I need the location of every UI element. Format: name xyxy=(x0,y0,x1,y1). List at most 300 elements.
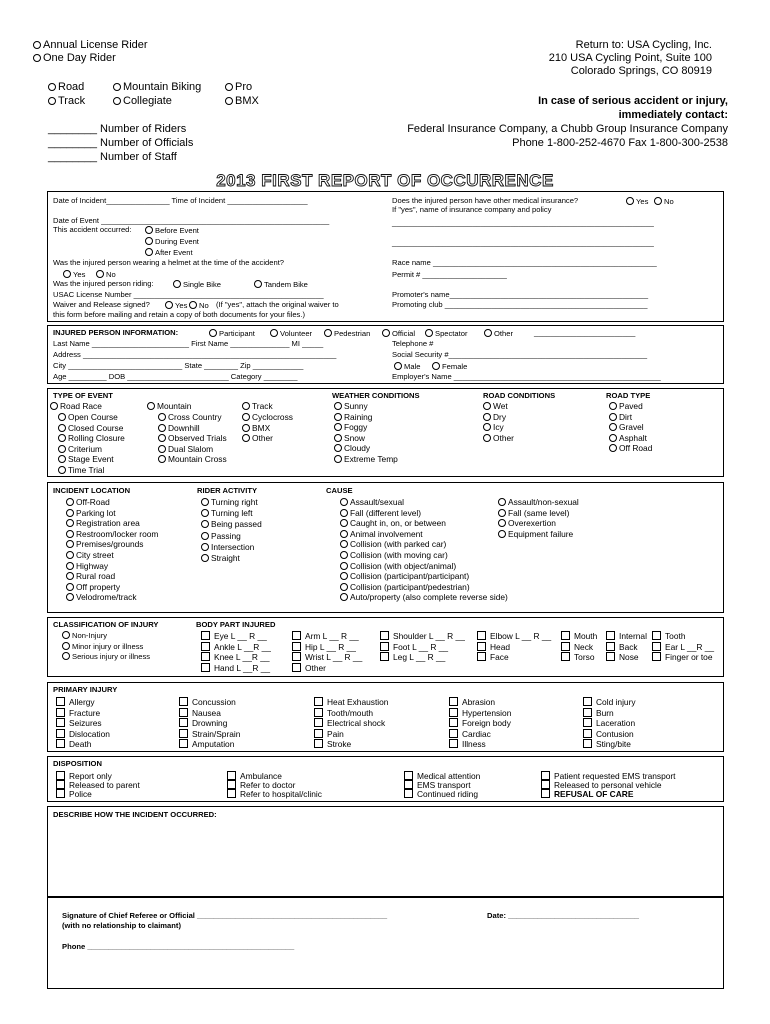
single-bike-option[interactable]: Single Bike xyxy=(173,280,221,289)
other-option[interactable]: Other xyxy=(242,434,273,442)
electrical-shock-option[interactable]: Electrical shock xyxy=(314,718,385,727)
registration-area-option[interactable]: Registration area xyxy=(66,519,140,527)
insurance-no-option[interactable]: No xyxy=(654,197,674,206)
observed-trials-option[interactable]: Observed Trials xyxy=(158,434,227,442)
collision-with-parked-car-option[interactable]: Collision (with parked car) xyxy=(340,540,446,548)
one-day-option[interactable]: One Day Rider xyxy=(33,53,116,64)
radio-icon[interactable] xyxy=(173,280,181,288)
checkbox-icon[interactable] xyxy=(201,663,210,672)
being-passed-option[interactable]: Being passed xyxy=(201,520,262,528)
pro-option[interactable]: Pro xyxy=(225,82,252,93)
radio-icon[interactable] xyxy=(394,362,402,370)
cold-injury-option[interactable]: Cold injury xyxy=(583,697,636,706)
radio-icon[interactable] xyxy=(609,402,617,410)
asphalt-option[interactable]: Asphalt xyxy=(609,434,647,442)
checkbox-icon[interactable] xyxy=(583,729,592,738)
wrist-l-r-option[interactable]: Wrist L __ R __ xyxy=(292,652,362,661)
mouth-option[interactable]: Mouth xyxy=(561,631,597,640)
checkbox-icon[interactable] xyxy=(56,780,65,789)
checkbox-icon[interactable] xyxy=(56,708,65,717)
caught-in-on-or-between-option[interactable]: Caught in, on, or between xyxy=(340,519,446,527)
bmx-option[interactable]: BMX xyxy=(225,96,259,107)
radio-icon[interactable] xyxy=(340,540,348,548)
checkbox-icon[interactable] xyxy=(380,652,389,661)
seizures-option[interactable]: Seizures xyxy=(56,718,102,727)
patient-requested-ems-transport-option[interactable]: Patient requested EMS transport xyxy=(541,771,676,780)
turning-left-option[interactable]: Turning left xyxy=(201,509,253,517)
drowning-option[interactable]: Drowning xyxy=(179,718,227,727)
radio-icon[interactable] xyxy=(609,423,617,431)
radio-icon[interactable] xyxy=(242,413,250,421)
radio-icon[interactable] xyxy=(225,97,233,105)
checkbox-icon[interactable] xyxy=(56,718,65,727)
radio-icon[interactable] xyxy=(66,519,74,527)
age-dob-category-field[interactable]: Age _________ DOB ________________________ Category ________ xyxy=(53,372,298,381)
radio-icon[interactable] xyxy=(334,402,342,410)
radio-icon[interactable] xyxy=(483,423,491,431)
radio-icon[interactable] xyxy=(63,270,71,278)
mountain-biking-option[interactable]: Mountain Biking xyxy=(113,82,201,93)
refer-to-hospital-clinic-option[interactable]: Refer to hospital/clinic xyxy=(227,789,322,798)
nose-option[interactable]: Nose xyxy=(606,652,639,661)
snow-option[interactable]: Snow xyxy=(334,434,365,442)
stage-event-option[interactable]: Stage Event xyxy=(58,455,114,463)
checkbox-icon[interactable] xyxy=(380,631,389,640)
event-date-field[interactable]: Date of Event ______________________________________________________ xyxy=(53,216,330,225)
ems-transport-option[interactable]: EMS transport xyxy=(404,780,471,789)
checkbox-icon[interactable] xyxy=(56,739,65,748)
open-course-option[interactable]: Open Course xyxy=(58,413,118,421)
dual-slalom-option[interactable]: Dual Slalom xyxy=(158,445,213,453)
checkbox-icon[interactable] xyxy=(652,652,661,661)
radio-icon[interactable] xyxy=(66,498,74,506)
radio-icon[interactable] xyxy=(626,197,634,205)
radio-icon[interactable] xyxy=(113,83,121,91)
radio-icon[interactable] xyxy=(225,83,233,91)
checkbox-icon[interactable] xyxy=(201,652,210,661)
checkbox-icon[interactable] xyxy=(56,789,65,798)
radio-icon[interactable] xyxy=(158,424,166,432)
other-option[interactable]: Other xyxy=(483,434,514,442)
burn-option[interactable]: Burn xyxy=(583,708,614,717)
checkbox-icon[interactable] xyxy=(314,729,323,738)
radio-icon[interactable] xyxy=(270,329,278,337)
police-option[interactable]: Police xyxy=(56,789,92,798)
foggy-option[interactable]: Foggy xyxy=(334,423,367,431)
radio-icon[interactable] xyxy=(484,329,492,337)
role-spectator-option[interactable]: Spectator xyxy=(425,329,468,338)
after-event-option[interactable]: After Event xyxy=(145,248,193,257)
gravel-option[interactable]: Gravel xyxy=(609,423,644,431)
checkbox-icon[interactable] xyxy=(449,708,458,717)
minor-injury-or-illness-option[interactable]: Minor injury or illness xyxy=(62,642,143,651)
describe-section[interactable] xyxy=(47,806,724,897)
radio-icon[interactable] xyxy=(165,301,173,309)
cross-country-option[interactable]: Cross Country xyxy=(158,413,222,421)
radio-icon[interactable] xyxy=(334,434,342,442)
checkbox-icon[interactable] xyxy=(652,631,661,640)
checkbox-icon[interactable] xyxy=(404,771,413,780)
radio-icon[interactable] xyxy=(62,652,70,660)
assault-sexual-option[interactable]: Assault/sexual xyxy=(340,498,404,506)
ssn-field[interactable]: Social Security #_______________________________________________ xyxy=(392,350,648,359)
checkbox-icon[interactable] xyxy=(541,789,550,798)
parking-lot-option[interactable]: Parking lot xyxy=(66,509,116,517)
premises-grounds-option[interactable]: Premises/grounds xyxy=(66,540,144,548)
ear-l-r-option[interactable]: Ear L __R __ xyxy=(652,642,714,651)
ankle-l-r-option[interactable]: Ankle L __R __ xyxy=(201,642,271,651)
license-number-field[interactable]: USAC License Number _____________________________________________ xyxy=(53,290,324,299)
number-of-officials-field[interactable]: ________ Number of Officials xyxy=(48,137,194,149)
cloudy-option[interactable]: Cloudy xyxy=(334,444,370,452)
promoting-club-field[interactable]: Promoting club ________________________________________________ xyxy=(392,300,648,309)
nausea-option[interactable]: Nausea xyxy=(179,708,221,717)
ambulance-option[interactable]: Ambulance xyxy=(227,771,282,780)
female-option[interactable]: Female xyxy=(432,362,467,371)
radio-icon[interactable] xyxy=(242,402,250,410)
radio-icon[interactable] xyxy=(58,424,66,432)
radio-icon[interactable] xyxy=(58,445,66,453)
allergy-option[interactable]: Allergy xyxy=(56,697,95,706)
back-option[interactable]: Back xyxy=(606,642,638,651)
off-road-option[interactable]: Off Road xyxy=(609,444,652,452)
internal-option[interactable]: Internal xyxy=(606,631,647,640)
checkbox-icon[interactable] xyxy=(541,771,550,780)
fall-same-level-option[interactable]: Fall (same level) xyxy=(498,509,569,517)
checkbox-icon[interactable] xyxy=(606,631,615,640)
radio-icon[interactable] xyxy=(48,97,56,105)
elbow-l-r-option[interactable]: Elbow L __ R __ xyxy=(477,631,551,640)
released-to-parent-option[interactable]: Released to parent xyxy=(56,780,140,789)
shoulder-l-r-option[interactable]: Shoulder L __ R __ xyxy=(380,631,465,640)
radio-icon[interactable] xyxy=(498,530,506,538)
assault-non-sexual-option[interactable]: Assault/non-sexual xyxy=(498,498,579,506)
address-field[interactable]: Address ____________________________________________________________ xyxy=(53,350,337,359)
cyclocross-option[interactable]: Cyclocross xyxy=(242,413,293,421)
radio-icon[interactable] xyxy=(432,362,440,370)
dislocation-option[interactable]: Dislocation xyxy=(56,729,110,738)
checkbox-icon[interactable] xyxy=(179,697,188,706)
rolling-closure-option[interactable]: Rolling Closure xyxy=(58,434,125,442)
role-pedestrian-option[interactable]: Pedestrian xyxy=(324,329,370,338)
road-race-option[interactable]: Road Race xyxy=(50,402,102,410)
radio-icon[interactable] xyxy=(66,540,74,548)
radio-icon[interactable] xyxy=(147,402,155,410)
checkbox-icon[interactable] xyxy=(179,739,188,748)
radio-icon[interactable] xyxy=(483,413,491,421)
checkbox-icon[interactable] xyxy=(292,663,301,672)
radio-icon[interactable] xyxy=(158,434,166,442)
concussion-option[interactable]: Concussion xyxy=(179,697,236,706)
turning-right-option[interactable]: Turning right xyxy=(201,498,258,506)
before-event-option[interactable]: Before Event xyxy=(145,226,199,235)
waiver-no-option[interactable]: No xyxy=(189,301,209,310)
leg-l-r-option[interactable]: Leg L __ R __ xyxy=(380,652,445,661)
pain-option[interactable]: Pain xyxy=(314,729,344,738)
sting-bite-option[interactable]: Sting/bite xyxy=(583,739,631,748)
other-option[interactable]: Other xyxy=(292,663,326,672)
highway-option[interactable]: Highway xyxy=(66,562,108,570)
permit-field[interactable]: Permit # ____________________ xyxy=(392,270,507,279)
radio-icon[interactable] xyxy=(254,280,262,288)
raining-option[interactable]: Raining xyxy=(334,413,372,421)
collision-participant-pedestrian-option[interactable]: Collision (participant/pedestrian) xyxy=(340,583,470,591)
checkbox-icon[interactable] xyxy=(314,708,323,717)
foreign-body-option[interactable]: Foreign body xyxy=(449,718,511,727)
illness-option[interactable]: Illness xyxy=(449,739,486,748)
radio-icon[interactable] xyxy=(201,554,209,562)
telephone-field[interactable]: Telephone # xyxy=(392,339,434,348)
radio-icon[interactable] xyxy=(483,402,491,410)
serious-injury-or-illness-option[interactable]: Serious injury or illness xyxy=(62,652,150,661)
fall-different-level-option[interactable]: Fall (different level) xyxy=(340,509,421,517)
radio-icon[interactable] xyxy=(66,583,74,591)
radio-icon[interactable] xyxy=(654,197,662,205)
tandem-bike-option[interactable]: Tandem Bike xyxy=(254,280,308,289)
radio-icon[interactable] xyxy=(33,41,41,49)
radio-icon[interactable] xyxy=(145,248,153,256)
extreme-temp-option[interactable]: Extreme Temp xyxy=(334,455,398,463)
radio-icon[interactable] xyxy=(425,329,433,337)
checkbox-icon[interactable] xyxy=(201,642,210,651)
animal-involvement-option[interactable]: Animal involvement xyxy=(340,530,423,538)
checkbox-icon[interactable] xyxy=(606,642,615,651)
eye-l-r-option[interactable]: Eye L __ R __ xyxy=(201,631,267,640)
male-option[interactable]: Male xyxy=(394,362,420,371)
radio-icon[interactable] xyxy=(66,572,74,580)
off-property-option[interactable]: Off property xyxy=(66,583,120,591)
stroke-option[interactable]: Stroke xyxy=(314,739,351,748)
bmx-option[interactable]: BMX xyxy=(242,424,270,432)
role-participant-option[interactable]: Participant xyxy=(209,329,255,338)
radio-icon[interactable] xyxy=(50,402,58,410)
race-name-field[interactable]: Race name _____________________________________________________ xyxy=(392,258,657,267)
checkbox-icon[interactable] xyxy=(583,708,592,717)
insurance-yes-option[interactable]: Yes xyxy=(626,197,648,206)
waiver-yes-option[interactable]: Yes xyxy=(165,301,187,310)
collision-with-object-animal-option[interactable]: Collision (with object/animal) xyxy=(340,562,456,570)
icy-option[interactable]: Icy xyxy=(483,423,504,431)
radio-icon[interactable] xyxy=(334,423,342,431)
radio-icon[interactable] xyxy=(609,434,617,442)
radio-icon[interactable] xyxy=(66,551,74,559)
track-event-option[interactable]: Track xyxy=(242,402,273,410)
checkbox-icon[interactable] xyxy=(227,780,236,789)
promoter-name-field[interactable]: Promoter's name_______________________________________________ xyxy=(392,290,649,299)
hip-l-r-option[interactable]: Hip L __ R __ xyxy=(292,642,356,651)
checkbox-icon[interactable] xyxy=(56,771,65,780)
closed-course-option[interactable]: Closed Course xyxy=(58,424,123,432)
radio-icon[interactable] xyxy=(334,444,342,452)
checkbox-icon[interactable] xyxy=(404,789,413,798)
name-fields[interactable]: Last Name _______________________ First Name ______________ MI _____ xyxy=(53,339,324,348)
radio-icon[interactable] xyxy=(189,301,197,309)
radio-icon[interactable] xyxy=(340,519,348,527)
equipment-failure-option[interactable]: Equipment failure xyxy=(498,530,573,538)
tooth-mouth-option[interactable]: Tooth/mouth xyxy=(314,708,373,717)
role-volunteer-option[interactable]: Volunteer xyxy=(270,329,312,338)
finger-or-toe-option[interactable]: Finger or toe xyxy=(652,652,712,661)
checkbox-icon[interactable] xyxy=(449,729,458,738)
role-other-option[interactable]: Other xyxy=(484,329,513,338)
checkbox-icon[interactable] xyxy=(227,789,236,798)
face-option[interactable]: Face xyxy=(477,652,509,661)
radio-icon[interactable] xyxy=(340,593,348,601)
time-trial-option[interactable]: Time Trial xyxy=(58,466,104,474)
radio-icon[interactable] xyxy=(96,270,104,278)
insurance-company-field[interactable]: ______________________________________________________________ xyxy=(392,218,654,227)
checkbox-icon[interactable] xyxy=(561,642,570,651)
checkbox-icon[interactable] xyxy=(606,652,615,661)
downhill-option[interactable]: Downhill xyxy=(158,424,200,432)
strain-sprain-option[interactable]: Strain/Sprain xyxy=(179,729,240,738)
checkbox-icon[interactable] xyxy=(380,642,389,651)
checkbox-icon[interactable] xyxy=(292,631,301,640)
collision-participant-participant-option[interactable]: Collision (participant/participant) xyxy=(340,572,469,580)
road-option[interactable]: Road xyxy=(48,82,84,93)
number-of-riders-field[interactable]: ________ Number of Riders xyxy=(48,123,187,135)
radio-icon[interactable] xyxy=(201,532,209,540)
checkbox-icon[interactable] xyxy=(449,697,458,706)
annual-license-option[interactable]: Annual License Rider xyxy=(33,40,148,51)
checkbox-icon[interactable] xyxy=(179,729,188,738)
contusion-option[interactable]: Contusion xyxy=(583,729,634,738)
radio-icon[interactable] xyxy=(158,413,166,421)
report-only-option[interactable]: Report only xyxy=(56,771,112,780)
sunny-option[interactable]: Sunny xyxy=(334,402,368,410)
intersection-option[interactable]: Intersection xyxy=(201,543,254,551)
radio-icon[interactable] xyxy=(201,543,209,551)
hand-l-r-option[interactable]: Hand L __R __ xyxy=(201,663,270,672)
radio-icon[interactable] xyxy=(66,530,74,538)
radio-icon[interactable] xyxy=(158,445,166,453)
velodrome-track-option[interactable]: Velodrome/track xyxy=(66,593,137,601)
radio-icon[interactable] xyxy=(201,509,209,517)
radio-icon[interactable] xyxy=(334,413,342,421)
tooth-option[interactable]: Tooth xyxy=(652,631,686,640)
refusal-of-care-option[interactable]: REFUSAL OF CARE xyxy=(541,789,633,798)
knee-l-r-option[interactable]: Knee L __R __ xyxy=(201,652,270,661)
refer-to-doctor-option[interactable]: Refer to doctor xyxy=(227,780,295,789)
radio-icon[interactable] xyxy=(145,226,153,234)
hypertension-option[interactable]: Hypertension xyxy=(449,708,511,717)
radio-icon[interactable] xyxy=(62,631,70,639)
checkbox-icon[interactable] xyxy=(201,631,210,640)
checkbox-icon[interactable] xyxy=(583,697,592,706)
checkbox-icon[interactable] xyxy=(179,708,188,717)
abrasion-option[interactable]: Abrasion xyxy=(449,697,495,706)
radio-icon[interactable] xyxy=(609,444,617,452)
mountain-cross-option[interactable]: Mountain Cross xyxy=(158,455,227,463)
insurance-policy-field[interactable]: ______________________________________________________________ xyxy=(392,238,654,247)
dry-option[interactable]: Dry xyxy=(483,413,506,421)
death-option[interactable]: Death xyxy=(56,739,91,748)
city-state-zip-field[interactable]: City ___________________________ State ________ Zip ____________ xyxy=(53,361,304,370)
radio-icon[interactable] xyxy=(201,498,209,506)
helmet-no-option[interactable]: No xyxy=(96,270,116,279)
radio-icon[interactable] xyxy=(113,97,121,105)
radio-icon[interactable] xyxy=(498,519,506,527)
radio-icon[interactable] xyxy=(242,424,250,432)
laceration-option[interactable]: Laceration xyxy=(583,718,635,727)
during-event-option[interactable]: During Event xyxy=(145,237,199,246)
checkbox-icon[interactable] xyxy=(583,718,592,727)
radio-icon[interactable] xyxy=(498,509,506,517)
released-to-personal-vehicle-option[interactable]: Released to personal vehicle xyxy=(541,780,662,789)
checkbox-icon[interactable] xyxy=(56,697,65,706)
radio-icon[interactable] xyxy=(334,455,342,463)
restroom-locker-room-option[interactable]: Restroom/locker room xyxy=(66,530,158,538)
radio-icon[interactable] xyxy=(62,642,70,650)
heat-exhaustion-option[interactable]: Heat Exhaustion xyxy=(314,697,388,706)
checkbox-icon[interactable] xyxy=(314,739,323,748)
phone-field[interactable]: Phone _________________________________________________ xyxy=(62,942,295,951)
continued-riding-option[interactable]: Continued riding xyxy=(404,789,478,798)
radio-icon[interactable] xyxy=(340,551,348,559)
radio-icon[interactable] xyxy=(340,498,348,506)
cardiac-option[interactable]: Cardiac xyxy=(449,729,491,738)
non-injury-option[interactable]: Non-Injury xyxy=(62,631,107,640)
checkbox-icon[interactable] xyxy=(292,652,301,661)
role-other-field[interactable]: ________________________ xyxy=(534,328,636,337)
criterium-option[interactable]: Criterium xyxy=(58,445,102,453)
paved-option[interactable]: Paved xyxy=(609,402,643,410)
wet-option[interactable]: Wet xyxy=(483,402,508,410)
radio-icon[interactable] xyxy=(158,455,166,463)
track-option[interactable]: Track xyxy=(48,96,85,107)
dirt-option[interactable]: Dirt xyxy=(609,413,632,421)
employer-field[interactable]: Employer's Name _________________________________________________ xyxy=(392,372,661,381)
passing-option[interactable]: Passing xyxy=(201,532,241,540)
checkbox-icon[interactable] xyxy=(652,642,661,651)
radio-icon[interactable] xyxy=(58,413,66,421)
helmet-yes-option[interactable]: Yes xyxy=(63,270,85,279)
signature-date-field[interactable]: Date: _______________________________ xyxy=(487,911,640,920)
radio-icon[interactable] xyxy=(66,593,74,601)
collision-with-moving-car-option[interactable]: Collision (with moving car) xyxy=(340,551,448,559)
role-official-option[interactable]: Official xyxy=(382,329,415,338)
checkbox-icon[interactable] xyxy=(583,739,592,748)
checkbox-icon[interactable] xyxy=(449,718,458,727)
checkbox-icon[interactable] xyxy=(477,642,486,651)
neck-option[interactable]: Neck xyxy=(561,642,593,651)
city-street-option[interactable]: City street xyxy=(66,551,114,559)
radio-icon[interactable] xyxy=(242,434,250,442)
checkbox-icon[interactable] xyxy=(314,697,323,706)
radio-icon[interactable] xyxy=(340,562,348,570)
radio-icon[interactable] xyxy=(48,83,56,91)
head-option[interactable]: Head xyxy=(477,642,510,651)
checkbox-icon[interactable] xyxy=(227,771,236,780)
number-of-staff-field[interactable]: ________ Number of Staff xyxy=(48,151,177,163)
arm-l-r-option[interactable]: Arm L __ R __ xyxy=(292,631,359,640)
straight-option[interactable]: Straight xyxy=(201,554,240,562)
checkbox-icon[interactable] xyxy=(179,718,188,727)
checkbox-icon[interactable] xyxy=(561,652,570,661)
radio-icon[interactable] xyxy=(340,583,348,591)
checkbox-icon[interactable] xyxy=(56,729,65,738)
overexertion-option[interactable]: Overexertion xyxy=(498,519,556,527)
radio-icon[interactable] xyxy=(324,329,332,337)
signature-field[interactable]: Signature of Chief Referee or Official _____________________________________________ xyxy=(62,911,388,920)
rural-road-option[interactable]: Rural road xyxy=(66,572,115,580)
radio-icon[interactable] xyxy=(340,509,348,517)
fracture-option[interactable]: Fracture xyxy=(56,708,100,717)
checkbox-icon[interactable] xyxy=(292,642,301,651)
checkbox-icon[interactable] xyxy=(541,780,550,789)
collegiate-option[interactable]: Collegiate xyxy=(113,96,172,107)
checkbox-icon[interactable] xyxy=(477,652,486,661)
